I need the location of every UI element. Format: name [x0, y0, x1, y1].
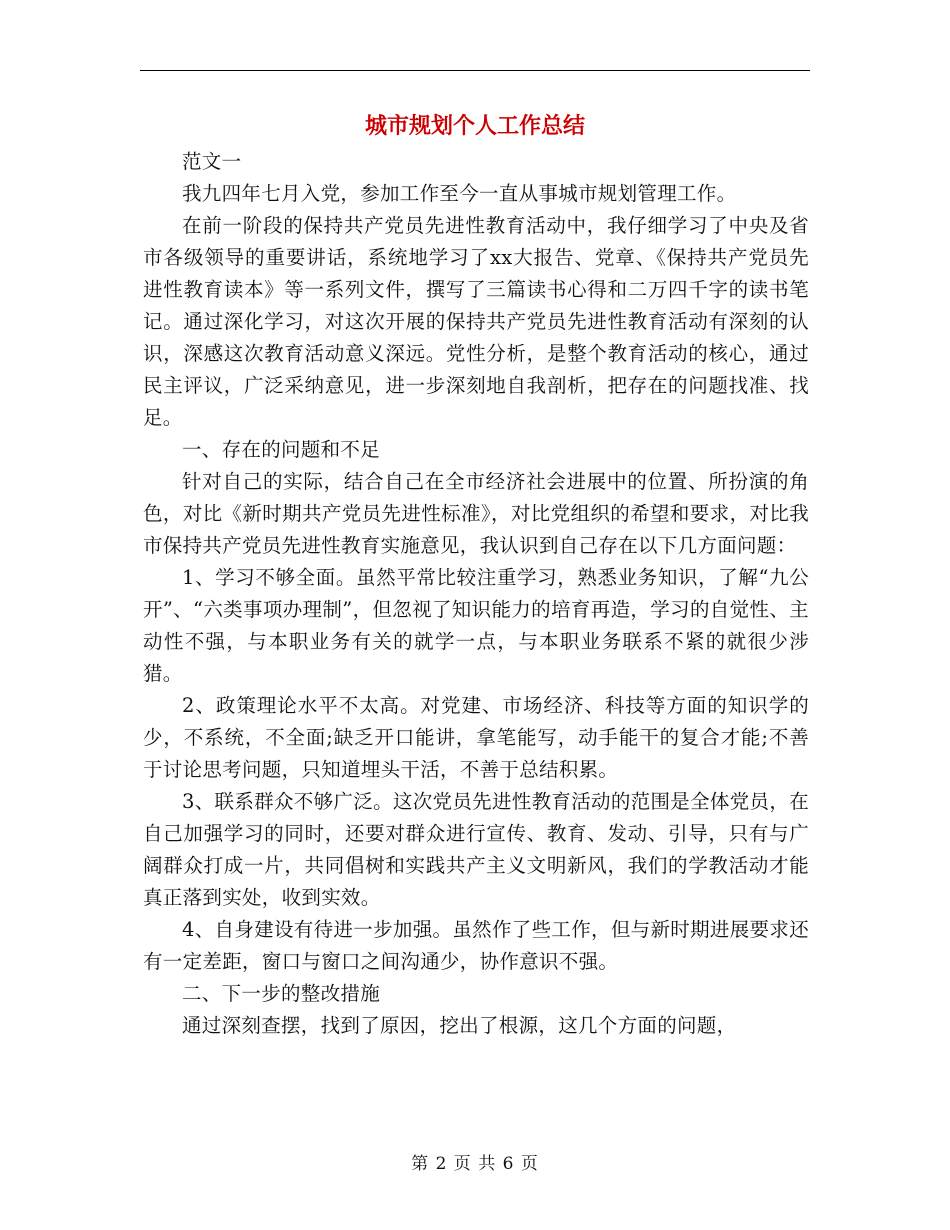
header-rule [140, 70, 810, 71]
paragraph-problem-2: 2、政策理论水平不太高。对党建、市场经济、科技等方面的知识学的少，不系统，不全面;缺乏开口能讲，拿笔能写，动手能干的复合才能;不善于讨论思考问题，只知道埋头干活，不善于总结积累。 [143, 694, 809, 781]
document-title: 城市规划个人工作总结 [364, 113, 585, 139]
paragraph-measures: 通过深刻查摆，找到了原因，挖出了根源，这几个方面的问题， [182, 1014, 737, 1037]
paragraph-self-analysis: 针对自己的实际，结合自己在全市经济社会进展中的位置、所扮演的角色，对比《新时期共产党员先进性标准》，对比党组织的希望和要求，对比我市保持共产党员先进性教育实施意见，我认识到自己存在以下几方面问题： [143, 470, 809, 557]
paragraph-study: 在前一阶段的保持共产党员先进性教育活动中，我仔细学习了中央及省市各级领导的重要讲话，系统地学习了xx大报告、党章、《保持共产党员先进性教育读本》等一系列文件，撰写了三篇读书心得和二万四千字的读书笔记。通过深化学习，对这次开展的保持共产党员先进性教育活动有深刻的认识，深感这次教育活动意义深远。党性分析，是整个教育活动的核心，通过民主评议，广泛采纳意见，进一步深刻地自我剖析，把存在的问题找准、找足。 [143, 214, 809, 429]
section-heading-measures: 二、下一步的整改措施 [182, 982, 381, 1005]
paragraph-problem-3: 3、联系群众不够广泛。这次党员先进性教育活动的范围是全体党员，在自己加强学习的同时，还要对群众进行宣传、教育、发动、引导，只有与广阔群众打成一片，共同倡树和实践共产主义文明新风，我们的学教活动才能真正落到实处，收到实效。 [143, 790, 809, 909]
section-heading-problems: 一、存在的问题和不足 [182, 438, 381, 461]
paragraph-problem-4: 4、自身建设有待进一步加强。虽然作了些工作，但与新时期进展要求还有一定差距，窗口与窗口之间沟通少，协作意识不强。 [143, 918, 809, 973]
paragraph-problem-1: 1、学习不够全面。虽然平常比较注重学习，熟悉业务知识，了解“九公开”、“六类事项办理制”，但忽视了知识能力的培育再造，学习的自觉性、主动性不强，与本职业务有关的就学一点，与本职业务联系不紧的就很少涉猎。 [143, 566, 809, 685]
paragraph-sample-label: 范文一 [182, 150, 242, 173]
paragraph-intro: 我九四年七月入党，参加工作至今一直从事城市规划管理工作。 [182, 182, 737, 205]
document-body [143, 146, 809, 1042]
page-number: 第 2 页 共 6 页 [411, 1154, 539, 1174]
